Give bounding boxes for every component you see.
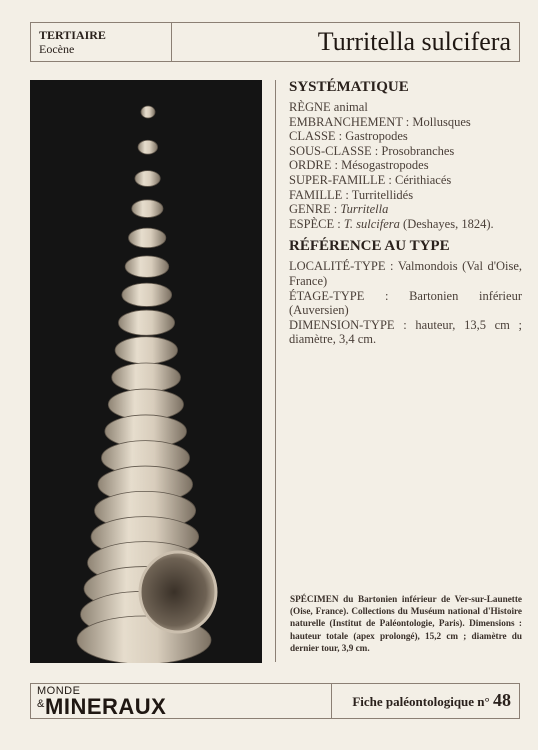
fiche-number-value: 48: [493, 690, 511, 710]
super-famille-line: SUPER-FAMILLE : Cérithiacés: [289, 172, 452, 187]
shell-whorl: [141, 106, 155, 118]
header-divider: [171, 23, 172, 61]
classe-line: CLASSE : Gastropodes: [289, 129, 408, 144]
period-block: [39, 28, 169, 56]
logo-main-text: MINERAUX: [45, 694, 167, 719]
footer-divider: [331, 684, 332, 718]
title-header: [30, 22, 520, 62]
era-label: TERTIAIRE: [39, 28, 106, 42]
regne-line: RÈGNE animal: [289, 100, 368, 114]
ordre-line: ORDRE : Mésogastropodes: [289, 158, 429, 173]
systematique-heading: SYSTÉMATIQUE: [289, 79, 409, 95]
fiche-label: Fiche paléontologique n°: [352, 694, 490, 709]
sous-classe-line: SOUS-CLASSE : Prosobranches: [289, 143, 455, 158]
localite-line: LOCALITÉ-TYPE : Valmondois (Val d'Oise, France): [289, 259, 522, 288]
fossil-photo: [30, 80, 262, 663]
monde-mineraux-logo: [37, 685, 197, 719]
espece-value: T. sulcifera: [343, 216, 400, 231]
espece-line: [289, 217, 522, 232]
footer-bar: [30, 683, 520, 719]
shell-whorl: [115, 337, 177, 364]
genre-label: GENRE :: [289, 202, 341, 217]
logo-ampersand: &: [37, 698, 45, 710]
logo-top-text: MONDE: [37, 685, 81, 697]
shell-whorl: [112, 363, 181, 392]
shell-whorl: [135, 171, 160, 187]
info-column: [289, 78, 522, 347]
genre-value: Turritella: [340, 202, 389, 217]
shell-whorl: [138, 140, 157, 154]
espece-author: (Deshayes, 1824).: [399, 216, 494, 231]
shell-whorl: [118, 310, 174, 335]
shell-whorl: [122, 283, 172, 306]
reference-heading: RÉFÉRENCE AU TYPE: [289, 238, 450, 255]
specimen-caption: SPÉCIMEN du Bartonien inférieur de Ver-sur-Launette (Oise, France). Collections du Muséum national d'Histoire naturelle (Institut de Paléontologie, Paris). Dimensions : hauteur totale (apex prolongé), 15,2 cm ; diamètre du dernier tour, 3,9 cm.: [290, 594, 522, 653]
species-title: Turritella sulcifera: [317, 27, 511, 56]
shell-whorl: [128, 228, 165, 248]
epoch-label: Eocène: [39, 42, 75, 56]
shell-whorl: [132, 200, 163, 218]
etage-line: ÉTAGE-TYPE : Bartonien inférieur (Auversien): [289, 288, 522, 318]
famille-line: FAMILLE : Turritellidés: [289, 187, 414, 202]
shell-whorl: [125, 256, 169, 277]
turritella-shell-image: [30, 80, 262, 663]
espece-label: ESPÈCE :: [289, 216, 344, 231]
genre-line: [289, 202, 522, 217]
column-divider: [275, 80, 276, 662]
embranchement-line: EMBRANCHEMENT : Mollusques: [289, 114, 471, 129]
fiche-number: [352, 690, 511, 711]
shell-aperture: [140, 552, 216, 632]
dimension-line: DIMENSION-TYPE : hauteur, 13,5 cm ; diamètre, 3,4 cm.: [289, 317, 522, 347]
